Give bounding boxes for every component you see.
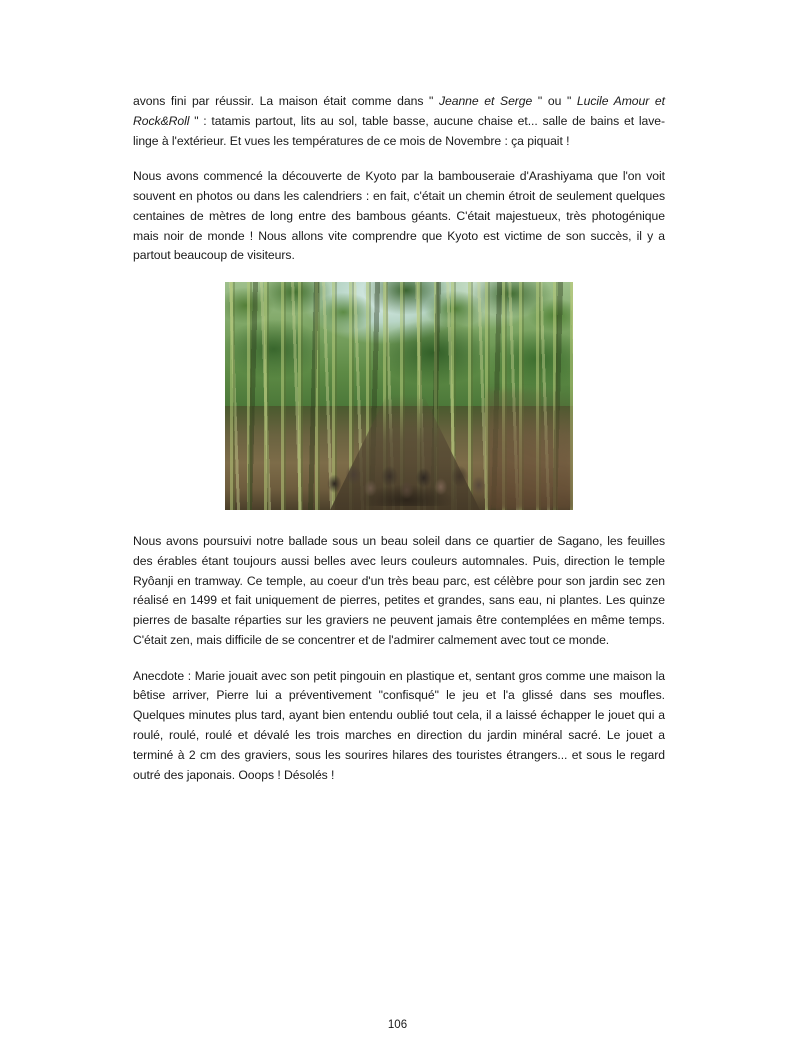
text-run-1: avons fini par réussir. La maison était comme dans " <box>133 94 439 108</box>
page-number: 106 <box>387 1019 408 1031</box>
text-run-1: Anecdote : Marie jouait avec son petit pingouin en plastique et, sentant gros comme une maison la bêtise arriver, Pierre lui a préventivement "confisqué" le jeu et l'a glissé dans ses moufles. Quelques minutes plus tard, ayant bien entendu oublié tout cela, il a laissé échapper le jouet qui a roulé, roulé, roulé et dévalé les trois marches en direction du jardin minéral sacré. Le jouet a terminé à 2 cm des graviers, sous les sourires hilares des touristes étrangers... et sous le regard outré des japonais. Ooops ! Désolés ! <box>133 668 665 782</box>
text-run-3: " ou " <box>532 94 577 108</box>
bamboo-forest-arashiyama-photo <box>225 282 573 510</box>
paragraph-2 <box>133 167 665 266</box>
text-run-1: Nous avons commencé la découverte de Kyoto par la bambouseraie d'Arashiyama que l'on voit souvent en photos ou dans les calendriers : en fait, c'était un chemin étroit de seulement quelques centaines de mètres de long entre des bambous géants. C'était majestueux, très photogénique mais noir de monde ! Nous allons vite comprendre que Kyoto est victime de son succès, il y a partout beaucoup de visiteurs. <box>133 169 665 263</box>
paragraph-1 <box>133 92 665 151</box>
paragraph-3 <box>133 532 665 651</box>
paragraph-4 <box>133 667 665 786</box>
photo-crowd-of-visitors <box>312 432 502 506</box>
text-run-1: Nous avons poursuivi notre ballade sous un beau soleil dans ce quartier de Sagano, les feuilles des érables étant toujours aussi belles avec leurs couleurs automnales. Puis, direction le temple Ryôanji en tramway. Ce temple, au coeur d'un très beau parc, est célèbre pour son jardin sec zen réalisé en 1499 et fait uniquement de pierres, petites et grandes, sans eau, ni plantes. Les quinze pierres de basalte réparties sur les graviers ne peuvent jamais être contemplées en même temps. C'était zen, mais difficile de se concentrer et de l'admirer calmement avec tout ce monde. <box>133 534 665 647</box>
text-run-5: " : tatamis partout, lits au sol, table basse, aucune chaise et... salle de bains et lave-linge à l'extérieur. Et vues les températures de ce mois de Novembre : ça piquait ! <box>133 113 665 148</box>
photo-container <box>133 282 665 510</box>
photo-foreground-blur <box>487 390 573 510</box>
text-run-2: Jeanne et Serge <box>438 94 533 108</box>
page-content <box>133 92 665 785</box>
text-run-4: Lucile Amour et Rock&Roll <box>133 94 665 128</box>
